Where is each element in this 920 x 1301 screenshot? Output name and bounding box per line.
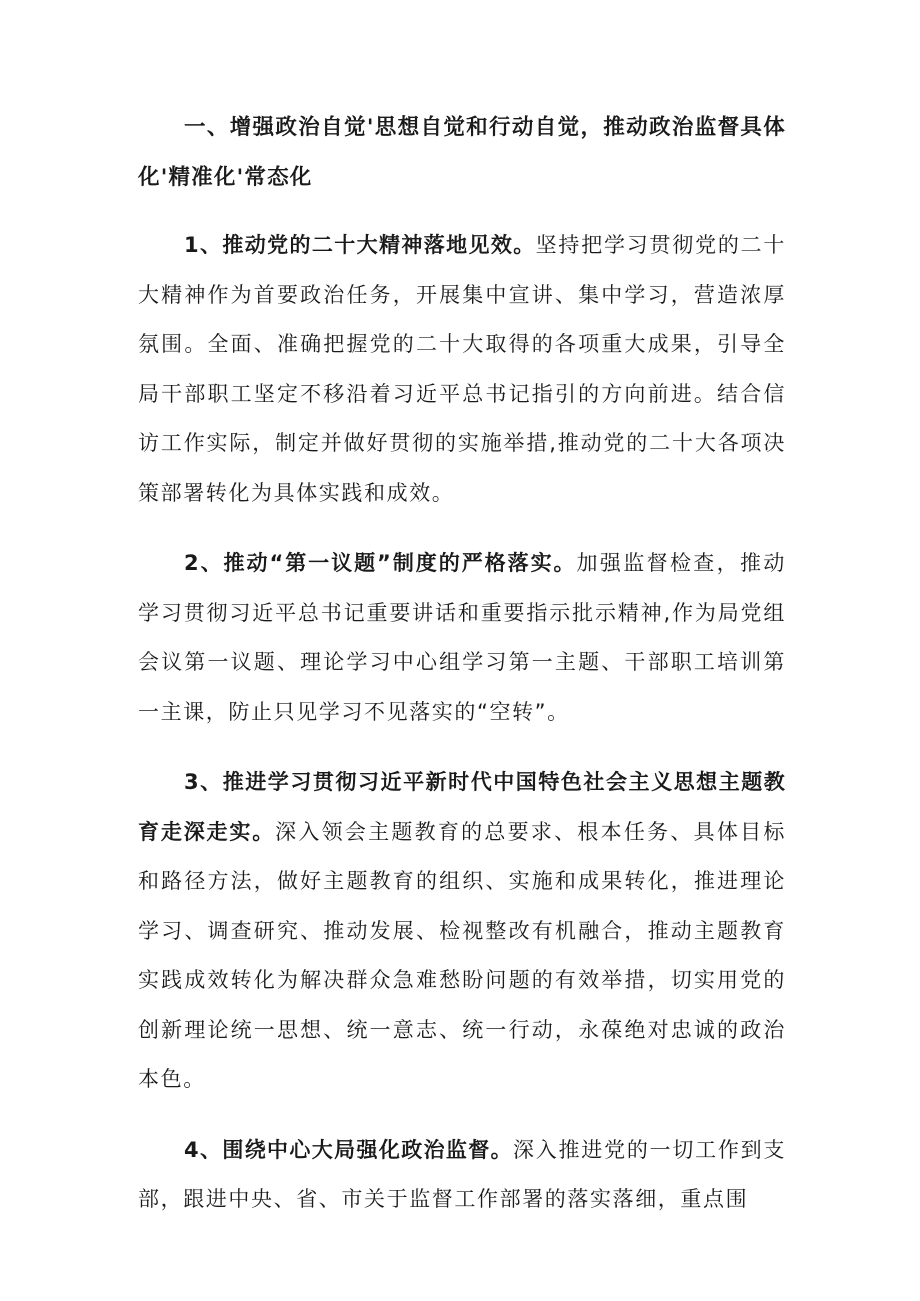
paragraph-1-lead: 1、推动党的二十大精神落地见效。 xyxy=(184,233,536,257)
paragraph-2-lead: 2、推动“第一议题”制度的严格落实。 xyxy=(184,551,577,575)
paragraph-1-body: 坚持把学习贯彻党的二十大精神作为首要政治任务，开展集中宣讲、集中学习，营造浓厚氛围。全面、准确把握党的二十大取得的各项重大成果，引导全局干部职工坚定不移沿着习近平总书记指引的方向前进。结合信访工作实际，制定并做好贯彻的实施举措,推动党的二十大各项决策部署转化为具体实践和成效。 xyxy=(138,233,787,505)
paragraph-4-lead: 4、围绕中心大局强化政治监督。 xyxy=(184,1137,514,1162)
paragraph-2-body: 加强监督检查，推动学习贯彻习近平总书记重要讲话和重要指示批示精神,作为局党组会议第一议题、理论学习中心组学习第一主题、干部职工培训第一主课，防止只见学习不见落实的“空转”。 xyxy=(138,551,786,724)
paragraph-3 xyxy=(138,758,786,1105)
section-heading: 一、增强政治自觉'思想自觉和行动自觉，推动政治监督具体化'精准化'常态化 xyxy=(138,115,786,190)
paragraph-4 xyxy=(138,1126,786,1225)
paragraph-2 xyxy=(138,539,786,737)
paragraph-3-lead: 3、推进学习贯彻习近平新时代中国特色社会主义思想主题教育走深走实。 xyxy=(138,770,786,844)
paragraph-3-body: 深入领会主题教育的总要求、根本任务、具体目标和路径方法，做好主题教育的组织、实施和成果转化，推进理论学习、调查研究、推动发展、检视整改有机融合，推动主题教育实践成效转化为解决群众急难愁盼问题的有效举措，切实用党的创新理论统一思想、统一意志、统一行动，永葆绝对忠诚的政治本色。 xyxy=(138,819,786,1091)
paragraph-1 xyxy=(138,221,786,518)
paragraph-4-body: 深入推进党的一切工作到支部，跟进中央、省、市关于监督工作部署的落实落细，重点围 xyxy=(138,1137,786,1211)
document-body xyxy=(138,103,786,1246)
